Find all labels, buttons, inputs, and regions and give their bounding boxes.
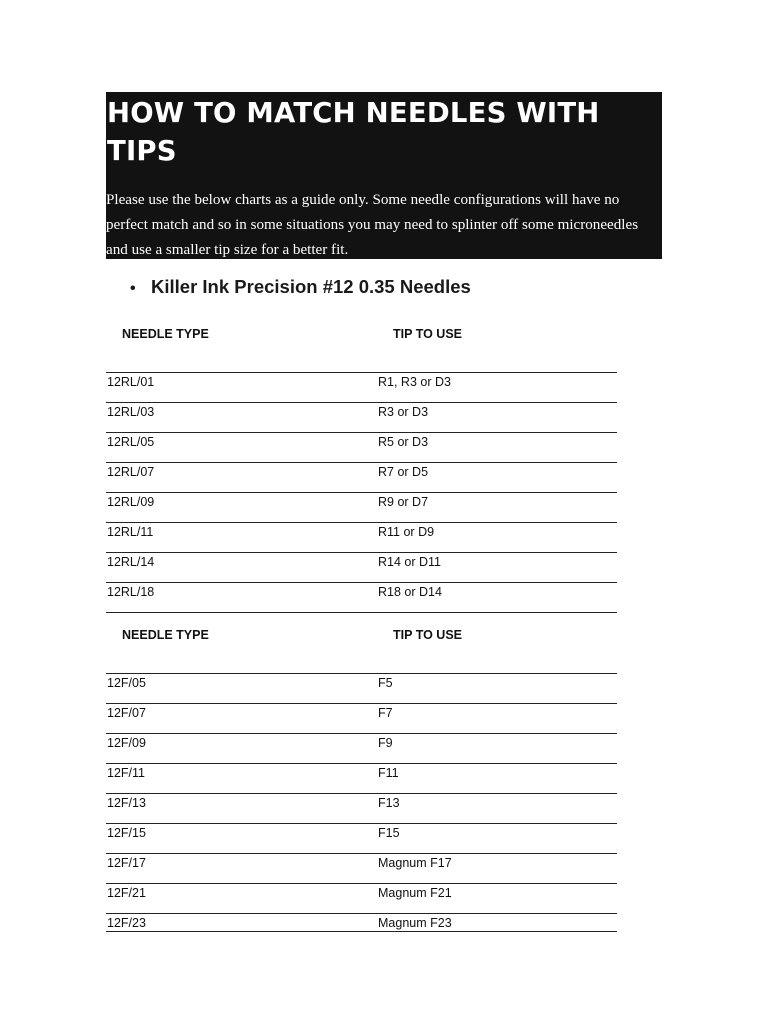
needle-type-cell: 12RL/09 [107, 495, 155, 509]
tip-cell: F13 [378, 796, 400, 810]
tip-cell: F7 [378, 706, 393, 720]
needle-type-cell: 12RL/05 [107, 435, 155, 449]
table-row [106, 463, 617, 493]
tip-cell: Magnum F21 [378, 886, 452, 900]
tip-cell: F15 [378, 826, 400, 840]
header-banner [106, 92, 662, 259]
needle-type-cell: 12F/05 [107, 676, 146, 690]
table-body [106, 373, 617, 613]
needle-type-cell: 12F/23 [107, 916, 146, 930]
tip-cell: F11 [378, 766, 399, 780]
needle-type-cell: 12F/11 [107, 766, 145, 780]
table-row [106, 824, 617, 854]
table-row [106, 854, 617, 884]
tip-cell: F9 [378, 736, 393, 750]
needle-type-cell: 12RL/11 [107, 525, 154, 539]
needle-type-cell: 12RL/07 [107, 465, 155, 479]
table-row [106, 794, 617, 824]
needle-type-cell: 12RL/14 [107, 555, 155, 569]
table-row [106, 433, 617, 463]
needle-table-round-liner [106, 327, 617, 613]
needle-type-cell: 12F/09 [107, 736, 146, 750]
column-header-tip-to-use: TIP TO USE [393, 327, 463, 341]
table-row [106, 583, 617, 613]
table-row [106, 884, 617, 914]
tip-cell: Magnum F17 [378, 856, 452, 870]
tip-cell: R5 or D3 [378, 435, 429, 449]
tip-cell: R7 or D5 [378, 465, 429, 479]
table-row [106, 553, 617, 583]
tip-cell: R9 or D7 [378, 495, 429, 509]
table-header [106, 327, 617, 372]
needle-type-cell: 12RL/01 [107, 375, 155, 389]
table-row [106, 764, 617, 794]
needle-type-cell: 12F/07 [107, 706, 146, 720]
table-row [106, 704, 617, 734]
table-row [106, 674, 617, 704]
table-body [106, 674, 617, 932]
table-row [106, 734, 617, 764]
column-header-needle-type: NEEDLE TYPE [122, 628, 209, 642]
table-row [106, 373, 617, 403]
tip-cell: R3 or D3 [378, 405, 429, 419]
needle-type-cell: 12F/13 [107, 796, 146, 810]
tip-cell: Magnum F23 [378, 916, 452, 930]
intro-text: Please use the below charts as a guide only. Some needle configurations will have no perfect match and so in some situations you may need to splinter off some microneedles and use a smaller tip size for a better fit. [106, 192, 639, 258]
table-row [106, 493, 617, 523]
table-row [106, 523, 617, 553]
needle-type-cell: 12F/15 [107, 826, 146, 840]
section-heading-text: Killer Ink Precision #12 0.35 Needles [151, 276, 471, 297]
bullet-icon: • [130, 280, 136, 297]
column-header-needle-type: NEEDLE TYPE [122, 327, 209, 341]
table-row [106, 403, 617, 433]
column-header-tip-to-use: TIP TO USE [393, 628, 463, 642]
tip-cell: R18 or D14 [378, 585, 442, 599]
tip-cell: R1, R3 or D3 [378, 375, 451, 389]
needle-type-cell: 12RL/18 [107, 585, 155, 599]
needle-type-cell: 12F/21 [107, 886, 146, 900]
section-heading [130, 275, 471, 301]
needle-table-flat [106, 628, 617, 932]
needle-type-cell: 12F/17 [107, 856, 146, 870]
page-title: HOW TO MATCH NEEDLES WITH TIPS [107, 97, 600, 167]
tip-cell: R14 or D11 [378, 555, 441, 569]
needle-type-cell: 12RL/03 [107, 405, 155, 419]
tip-cell: F5 [378, 676, 393, 690]
tip-cell: R11 or D9 [378, 525, 435, 539]
table-header [106, 628, 617, 673]
table-row [106, 914, 617, 932]
